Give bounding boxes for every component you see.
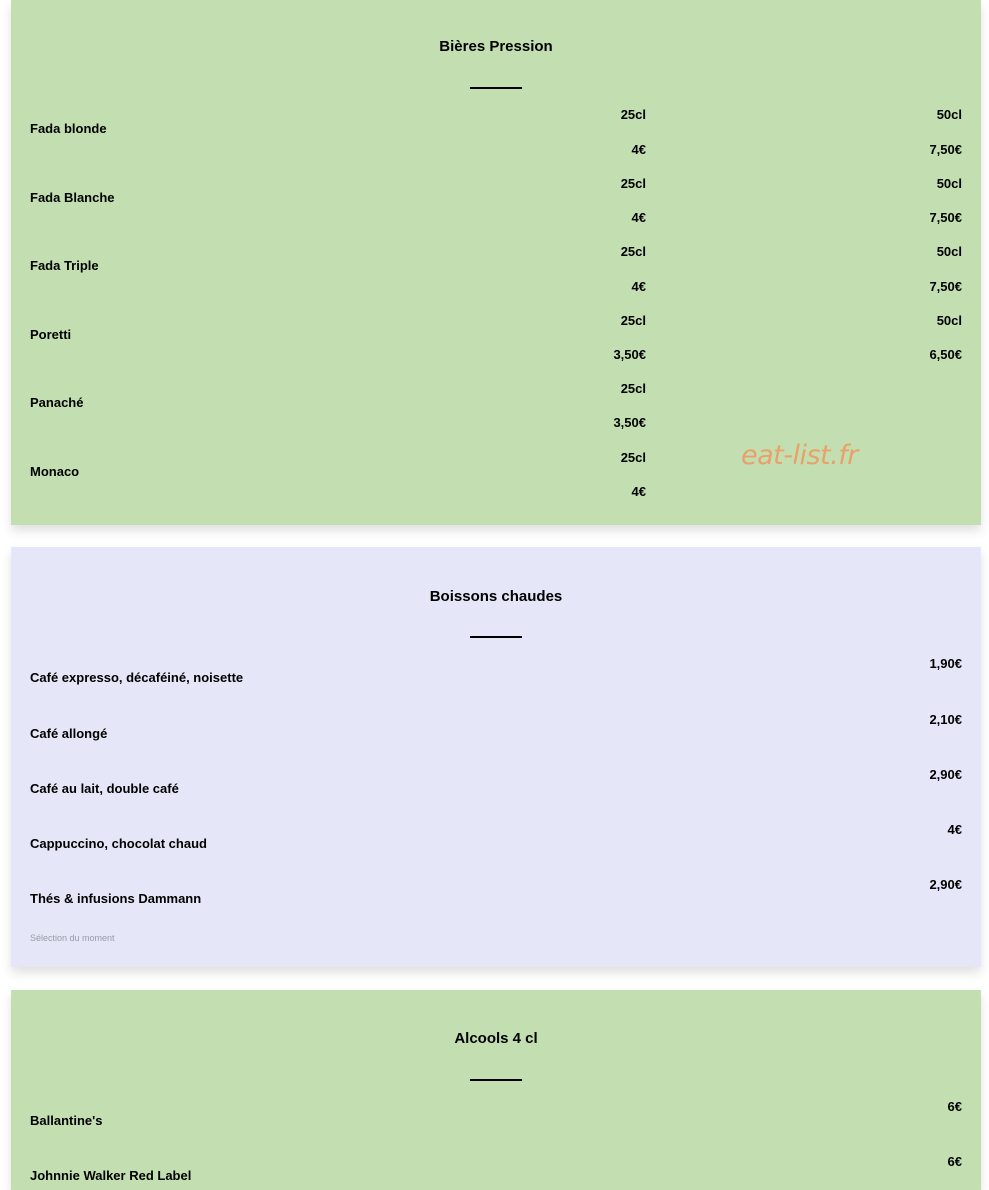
menu-item-name: Thés & infusions Dammann	[30, 891, 202, 906]
section-title: Alcools 4 cl	[454, 1030, 538, 1047]
alcohols-section	[11, 990, 981, 1190]
size-small: 25cl	[620, 313, 646, 328]
menu-item-name: Cappuccino, chocolat chaud	[30, 836, 207, 851]
menu-item-price: 6€	[947, 1154, 962, 1169]
section-title: Bières Pression	[439, 38, 553, 55]
size-large: 50cl	[936, 107, 962, 122]
section-title: Boissons chaudes	[429, 588, 563, 605]
menu-item-price: 6€	[947, 1099, 962, 1114]
size-small: 25cl	[620, 176, 646, 191]
beers-section	[11, 0, 981, 525]
price-large: 6,50€	[929, 347, 962, 362]
menu-item-price: 1,90€	[929, 656, 962, 671]
menu-item-price: 4€	[947, 822, 962, 837]
title-divider	[470, 87, 522, 89]
size-large: 50cl	[936, 313, 962, 328]
price-small: 4€	[631, 210, 646, 225]
price-small: 4€	[631, 484, 646, 499]
price-small: 3,50€	[613, 415, 646, 430]
menu-item-name: Café allongé	[30, 726, 108, 741]
watermark: eat-list.fr	[741, 440, 858, 471]
menu-item-note: Sélection du moment	[30, 933, 115, 943]
price-small: 3,50€	[613, 347, 646, 362]
size-small: 25cl	[620, 381, 646, 396]
menu-item-price: 2,90€	[929, 767, 962, 782]
menu-item-name: Fada Blanche	[30, 190, 115, 205]
size-large: 50cl	[936, 176, 962, 191]
price-large: 7,50€	[929, 142, 962, 157]
menu-item-price: 2,90€	[929, 877, 962, 892]
title-divider	[470, 636, 522, 638]
size-small: 25cl	[620, 244, 646, 259]
title-divider	[470, 1079, 522, 1081]
menu-item-name: Café au lait, double café	[30, 781, 179, 796]
menu-item-name: Monaco	[30, 464, 80, 479]
menu-item-name: Fada Triple	[30, 258, 99, 273]
menu-item-name: Johnnie Walker Red Label	[30, 1168, 192, 1183]
menu-item-name: Panaché	[30, 395, 84, 410]
price-small: 4€	[631, 279, 646, 294]
price-small: 4€	[631, 142, 646, 157]
size-small: 25cl	[620, 450, 646, 465]
menu-item-name: Fada blonde	[30, 121, 107, 136]
hot-drinks-section	[11, 547, 981, 967]
size-large: 50cl	[936, 244, 962, 259]
menu-item-name: Café expresso, décaféiné, noisette	[30, 670, 244, 685]
menu-item-name: Poretti	[30, 327, 72, 342]
price-large: 7,50€	[929, 279, 962, 294]
price-large: 7,50€	[929, 210, 962, 225]
size-small: 25cl	[620, 107, 646, 122]
menu-item-name: Ballantine's	[30, 1113, 103, 1128]
menu-item-price: 2,10€	[929, 712, 962, 727]
